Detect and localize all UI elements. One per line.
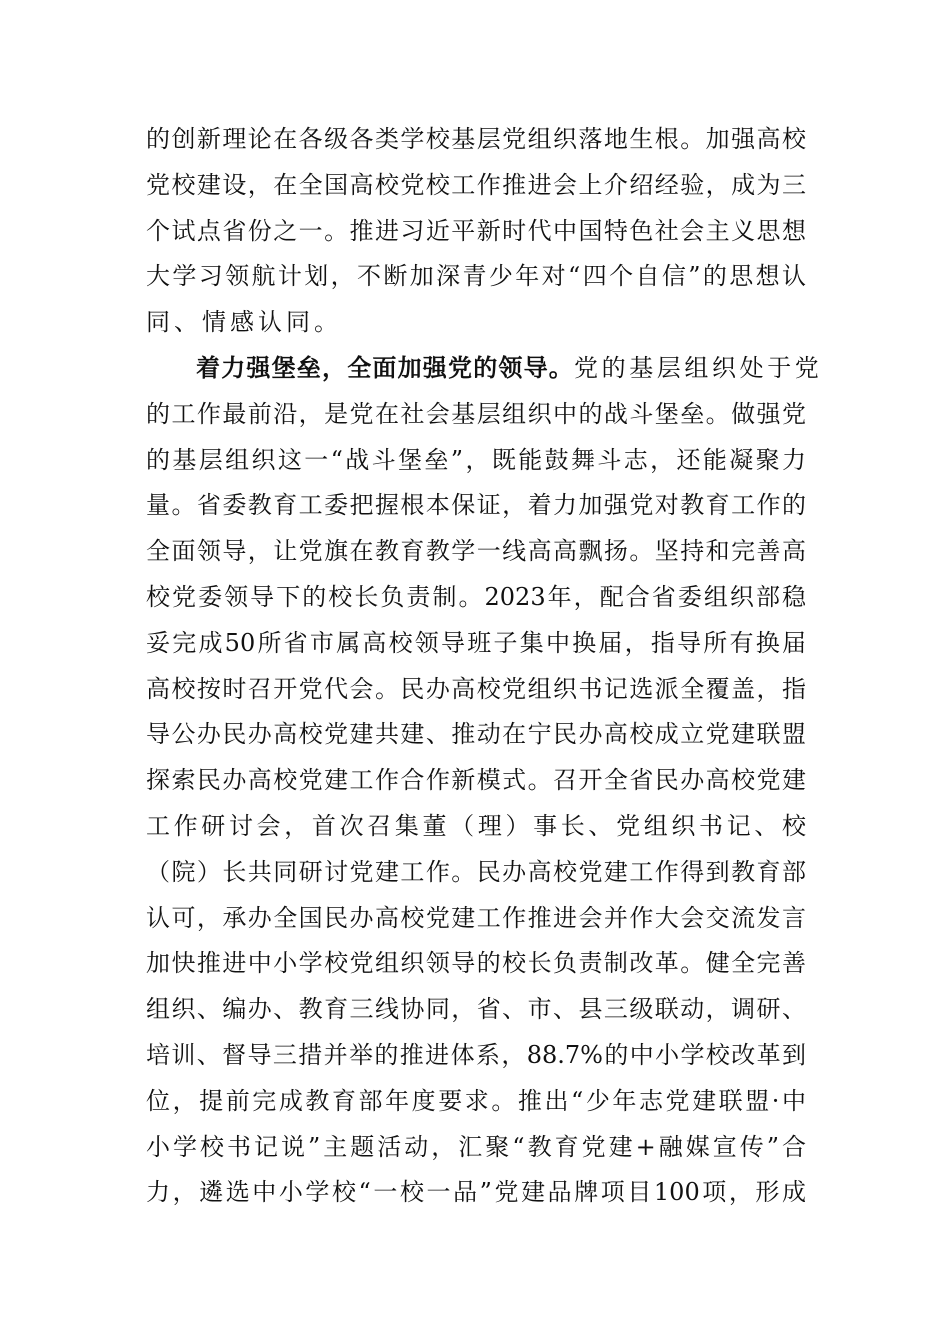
text-run: 党的基层组织处于党	[574, 353, 823, 382]
text-line: 的工作最前沿，是党在社会基层组织中的战斗堡垒。做强党	[146, 399, 806, 428]
text-line: 高校按时召开党代会。民办高校党组织书记选派全覆盖，指	[146, 674, 806, 703]
text-line: 导公办民办高校党建共建、推动在宁民办高校成立党建联盟	[146, 720, 806, 749]
text-line: 校党委领导下的校长负责制。2023年，配合省委组织部稳	[146, 582, 806, 611]
paragraph-2	[146, 346, 823, 1216]
paragraph-first-line	[146, 346, 823, 392]
text-line: 全面领导，让党旗在教育教学一线高高飘扬。坚持和完善高	[146, 537, 806, 566]
text-line: 加快推进中小学校党组织领导的校长负责制改革。健全完善	[146, 949, 806, 978]
text-line: （院）长共同研讨党建工作。民办高校党建工作得到教育部	[146, 857, 806, 886]
text-line: 小学校书记说”主题活动，汇聚“教育党建+融媒宣传”合	[146, 1132, 806, 1161]
text-line: 妥完成50所省市属高校领导班子集中换届，指导所有换届	[146, 628, 806, 657]
text-line: 位，提前完成教育部年度要求。推出“少年志党建联盟·中	[146, 1086, 806, 1115]
paragraph-1	[146, 117, 806, 346]
text-line: 同、情感认同。	[146, 308, 342, 337]
document-page	[146, 117, 823, 1216]
text-line: 党校建设，在全国高校党校工作推进会上介绍经验，成为三	[146, 170, 806, 199]
text-line: 探索民办高校党建工作合作新模式。召开全省民办高校党建	[146, 766, 806, 795]
text-line: 的基层组织这一“战斗堡垒”，既能鼓舞斗志，还能凝聚力	[146, 445, 806, 474]
text-line: 认可，承办全国民办高校党建工作推进会并作大会交流发言	[146, 903, 806, 932]
text-line: 大学习领航计划，不断加深青少年对“四个自信”的思想认	[146, 262, 806, 291]
text-line: 培训、督导三措并举的推进体系，88.7%的中小学校改革到	[146, 1040, 806, 1069]
text-line: 力，遴选中小学校“一校一品”党建品牌项目100项，形成	[146, 1178, 806, 1207]
text-line: 的创新理论在各级各类学校基层党组织落地生根。加强高校	[146, 125, 806, 153]
text-line: 工作研讨会，首次召集董（理）事长、党组织书记、校	[146, 811, 806, 840]
text-line: 个试点省份之一。推进习近平新时代中国特色社会主义思想	[146, 216, 806, 245]
text-line: 组织、编办、教育三线协同，省、市、县三级联动，调研、	[146, 995, 806, 1024]
text-line: 量。省委教育工委把握根本保证，着力加强党对教育工作的	[146, 491, 806, 520]
paragraph-heading: 着力强堡垒，全面加强党的领导。	[196, 353, 574, 382]
